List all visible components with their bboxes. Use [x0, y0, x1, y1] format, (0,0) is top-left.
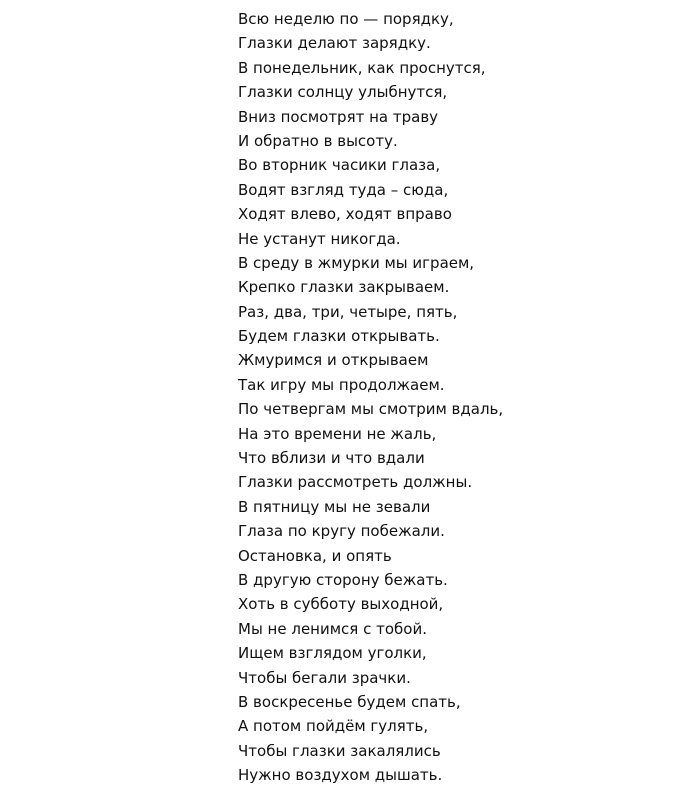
poem-line: Хоть в субботу выходной, [238, 595, 444, 614]
poem-line: Глаза по кругу побежали. [238, 522, 445, 541]
poem-line: Чтобы бегали зрачки. [238, 668, 411, 687]
poem-line: Не устанут никогда. [238, 229, 401, 248]
poem-line: Ходят влево, ходят вправо [238, 205, 452, 224]
poem-line: На это времени не жаль, [238, 424, 437, 443]
poem-line: Водят взгляд туда – сюда, [238, 180, 449, 199]
poem-line: Нужно воздухом дышать. [238, 766, 443, 785]
poem-line: В воскресенье будем спать, [238, 692, 461, 711]
poem-line: В понедельник, как проснутся, [238, 58, 486, 77]
poem-line: По четвергам мы смотрим вдаль, [238, 400, 504, 419]
poem-line: Глазки рассмотреть должны. [238, 473, 473, 492]
poem-line: Глазки солнцу улыбнутся, [238, 83, 448, 102]
poem-line: А потом пойдём гулять, [238, 717, 429, 736]
poem-line: Жмуримся и открываем [238, 351, 429, 370]
poem-line: Вниз посмотрят на траву [238, 107, 439, 126]
poem-text [238, 7, 503, 788]
poem-line: В другую сторону бежать. [238, 570, 448, 589]
poem-line: Во вторник часики глаза, [238, 156, 441, 175]
poem-line: Раз, два, три, четыре, пять, [238, 302, 458, 321]
poem-line: Мы не ленимся с тобой. [238, 619, 427, 638]
poem-line: В пятницу мы не зевали [238, 497, 431, 516]
poem-line: В среду в жмурки мы играем, [238, 253, 475, 272]
poem-line: Крепко глазки закрываем. [238, 278, 450, 297]
poem-line: И обратно в высоту. [238, 131, 398, 150]
poem-line: Будем глазки открывать. [238, 327, 440, 346]
poem-line: Что вблизи и что вдали [238, 449, 425, 468]
poem-line: Чтобы глазки закалялись [238, 741, 441, 760]
poem-line: Всю неделю по — порядку, [238, 10, 454, 28]
poem-line: Так игру мы продолжаем. [238, 375, 445, 394]
poem-line: Ищем взглядом уголки, [238, 644, 427, 663]
poem-line: Глазки делают зарядку. [238, 34, 431, 53]
poem-line: Остановка, и опять [238, 546, 392, 565]
